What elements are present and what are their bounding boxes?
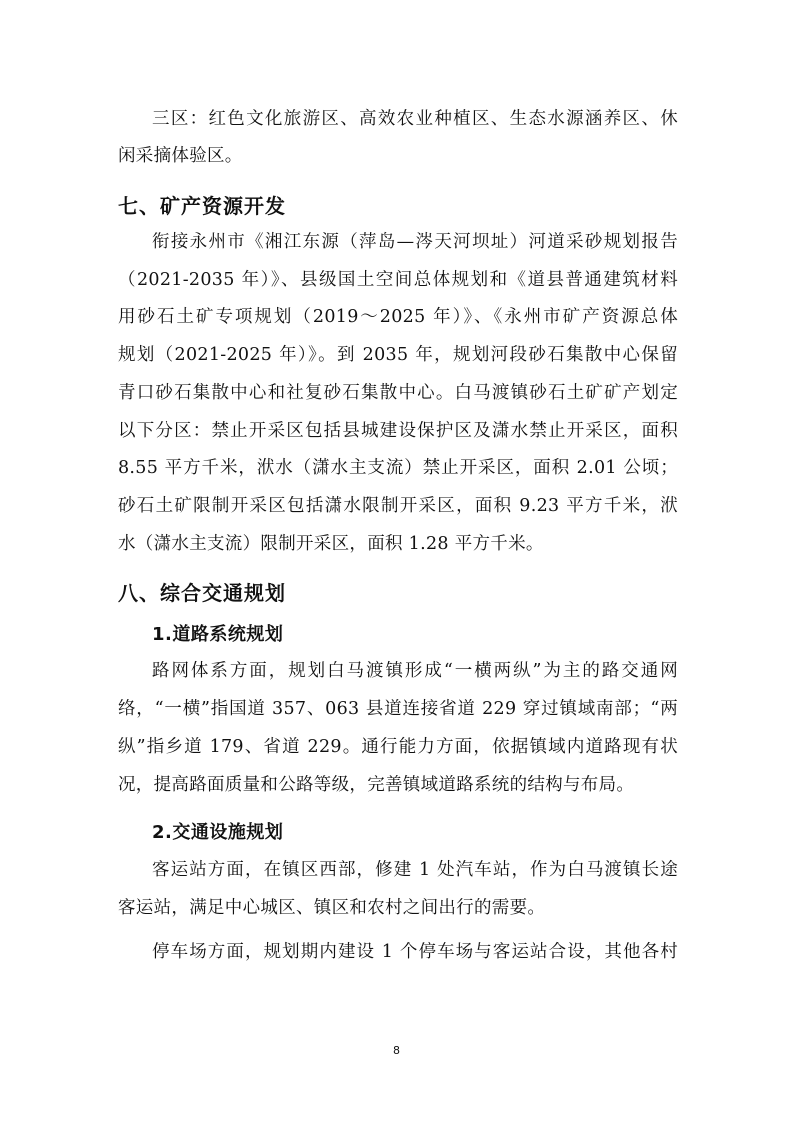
subsection-heading-facility: 2.交通设施规划 — [152, 822, 284, 843]
station-paragraph-line-2: 客运站，满足中心城区、镇区和农村之间出行的需要。 — [118, 898, 546, 918]
section-heading-traffic: 八、综合交通规划 — [118, 581, 286, 605]
page-number: 8 — [393, 1044, 400, 1057]
mineral-paragraph-line-2: （2021-2035 年）》、县级国土空间总体规划和《道县普通建筑材料 — [118, 270, 678, 290]
road-paragraph-line-4: 况，提高路面质量和公路等级，完善镇域道路系统的结构与布局。 — [118, 775, 635, 795]
road-paragraph-line-1: 路网体系方面，规划白马渡镇形成“一横两纵”为主的路交通网 — [152, 661, 678, 681]
mineral-paragraph-line-4: 规划（2021-2025 年）》。到 2035 年，规划河段砂石集散中心保留 — [118, 345, 678, 365]
subsection-heading-road: 1.道路系统规划 — [152, 624, 284, 645]
mineral-paragraph-line-7: 8.55 平方千米，洑水（潇水主支流）禁止开采区，面积 2.01 公顷； — [118, 458, 678, 478]
mineral-paragraph-line-1: 衔接永州市《湘江东源（萍岛—涔天河坝址）河道采砂规划报告 — [152, 232, 678, 252]
zones-paragraph-line-1: 三区：红色文化旅游区、高效农业种植区、生态水源涵养区、休 — [152, 109, 678, 129]
station-paragraph-line-1: 客运站方面，在镇区西部，修建 1 处汽车站，作为白马渡镇长途 — [152, 860, 678, 880]
zones-paragraph-line-2: 闲采摘体验区。 — [118, 146, 243, 166]
mineral-paragraph-line-6: 以下分区：禁止开采区包括县城建设保护区及潇水禁止开采区，面积 — [118, 421, 678, 441]
mineral-paragraph-line-3: 用砂石土矿专项规划（2019～2025 年）》、《永州市矿产资源总体 — [118, 307, 678, 327]
section-heading-mineral: 七、矿产资源开发 — [118, 194, 286, 218]
mineral-paragraph-line-5: 青口砂石集散中心和社复砂石集散中心。白马渡镇砂石土矿矿产划定 — [118, 383, 678, 403]
mineral-paragraph-line-9: 水（潇水主支流）限制开采区，面积 1.28 平方千米。 — [118, 534, 544, 554]
road-paragraph-line-2: 络，“一横”指国道 357、063 县道连接省道 229 穿过镇域南部；“两 — [118, 699, 678, 719]
mineral-paragraph-line-8: 砂石土矿限制开采区包括潇水限制开采区，面积 9.23 平方千米，洑 — [118, 496, 678, 516]
parking-paragraph-line-1: 停车场方面，规划期内建设 1 个停车场与客运站合设，其他各村 — [152, 942, 678, 962]
road-paragraph-line-3: 纵”指乡道 179、省道 229。通行能力方面，依据镇域内道路现有状 — [118, 737, 678, 757]
